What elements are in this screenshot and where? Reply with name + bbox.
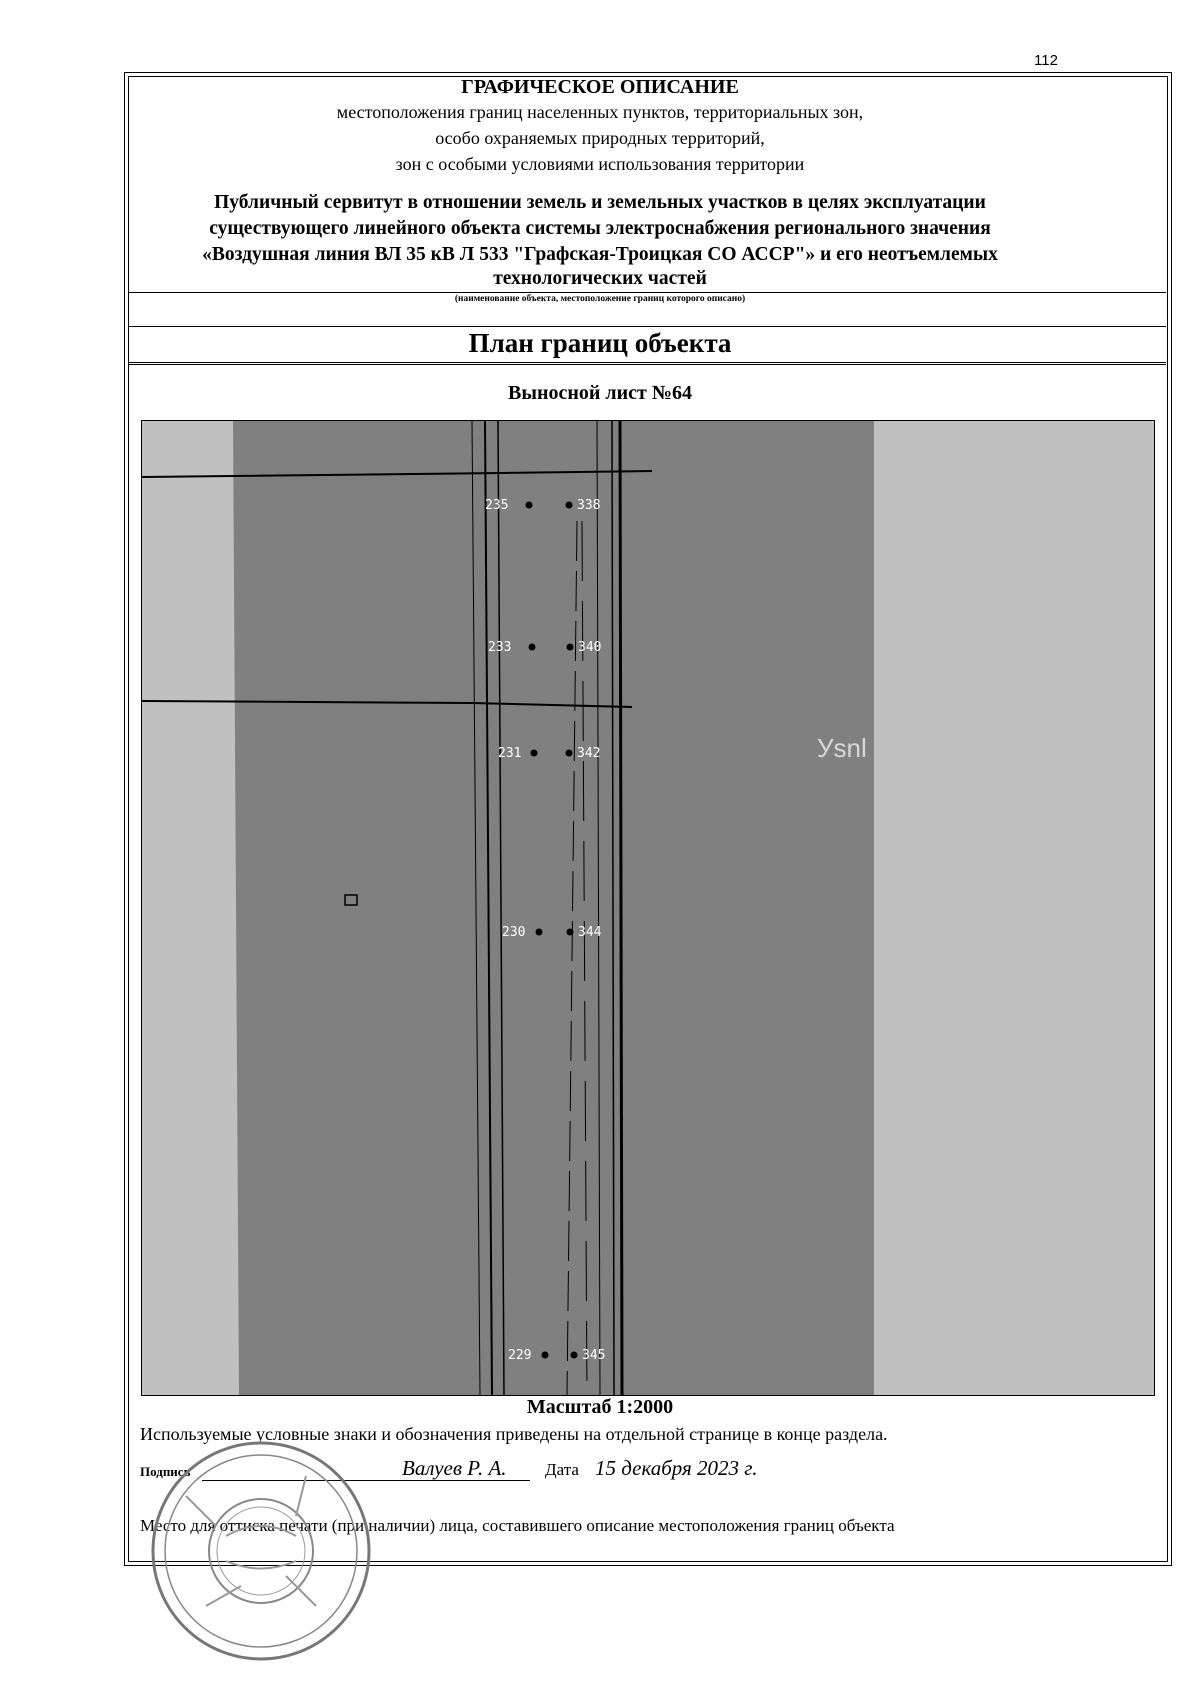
scale-label: Масштаб 1:2000 xyxy=(526,1396,674,1418)
boundary-point xyxy=(536,929,543,936)
sheet-title: Выносной лист №64 xyxy=(508,382,692,404)
subtitle-line-1: местоположения границ населенных пунктов, территориальных зон, xyxy=(336,102,864,122)
date-label: Дата xyxy=(545,1460,579,1479)
point-label: 342 xyxy=(577,746,601,761)
boundary-point xyxy=(571,1352,578,1359)
boundary-point xyxy=(526,502,533,509)
subtitle-line-3: зон с особыми условиями использования территории xyxy=(395,154,805,174)
boundary-point xyxy=(566,750,573,757)
point-label: 235 xyxy=(485,498,509,513)
page-number: 112 xyxy=(1034,52,1058,69)
stamp-note: Место для оттиска печати (при наличии) лица, составившего описание местоположения границ объекта xyxy=(140,1516,895,1535)
map-text: Уsnl xyxy=(817,733,867,763)
map-canvas xyxy=(142,421,1154,1395)
point-label: 338 xyxy=(577,498,601,513)
boundary-point xyxy=(567,929,574,936)
boundary-point xyxy=(531,750,538,757)
point-label: 340 xyxy=(578,640,602,655)
boundary-map xyxy=(141,420,1155,1396)
corridor-zone xyxy=(233,421,874,1395)
object-line-4: технологических частей xyxy=(493,268,707,289)
point-label: 233 xyxy=(488,640,512,655)
object-caption: (наименование объекта, местоположение границ которого описано) xyxy=(454,294,746,304)
point-label: 230 xyxy=(502,925,526,940)
boundary-point xyxy=(567,644,574,651)
point-label: 345 xyxy=(582,1348,606,1363)
seal-stamp-icon xyxy=(146,1436,376,1666)
legend-note: Используемые условные знаки и обозначения приведены на отдельной странице в конце раздела. xyxy=(140,1424,888,1444)
document-title: ГРАФИЧЕСКОЕ ОПИСАНИЕ xyxy=(461,76,739,98)
point-label: 344 xyxy=(578,925,602,940)
divider-line-double xyxy=(128,362,1166,365)
subtitle-line-2: особо охраняемых природных территорий, xyxy=(435,128,765,148)
plan-heading: План границ объекта xyxy=(468,328,732,358)
object-line-2: существующего линейного объекта системы электроснабжения регионального значения xyxy=(209,218,991,239)
object-line-3: «Воздушная линия ВЛ 35 кВ Л 533 "Графская-Троицкая СО АССР"» и его неотъемлемых xyxy=(202,244,998,265)
corridor-line xyxy=(620,421,622,1395)
boundary-point xyxy=(529,644,536,651)
date-value: 15 декабря 2023 г. xyxy=(595,1456,758,1480)
boundary-point xyxy=(542,1352,549,1359)
point-label: 231 xyxy=(498,746,522,761)
divider-line xyxy=(128,326,1166,327)
signature-label: Подпись xyxy=(140,1464,191,1479)
divider-line xyxy=(128,292,1166,293)
signer-name: Валуев Р. А. xyxy=(402,1456,507,1480)
object-line-1: Публичный сервитут в отношении земель и земельных участков в целях эксплуатации xyxy=(214,192,986,213)
boundary-point xyxy=(566,502,573,509)
point-label: 229 xyxy=(508,1348,532,1363)
